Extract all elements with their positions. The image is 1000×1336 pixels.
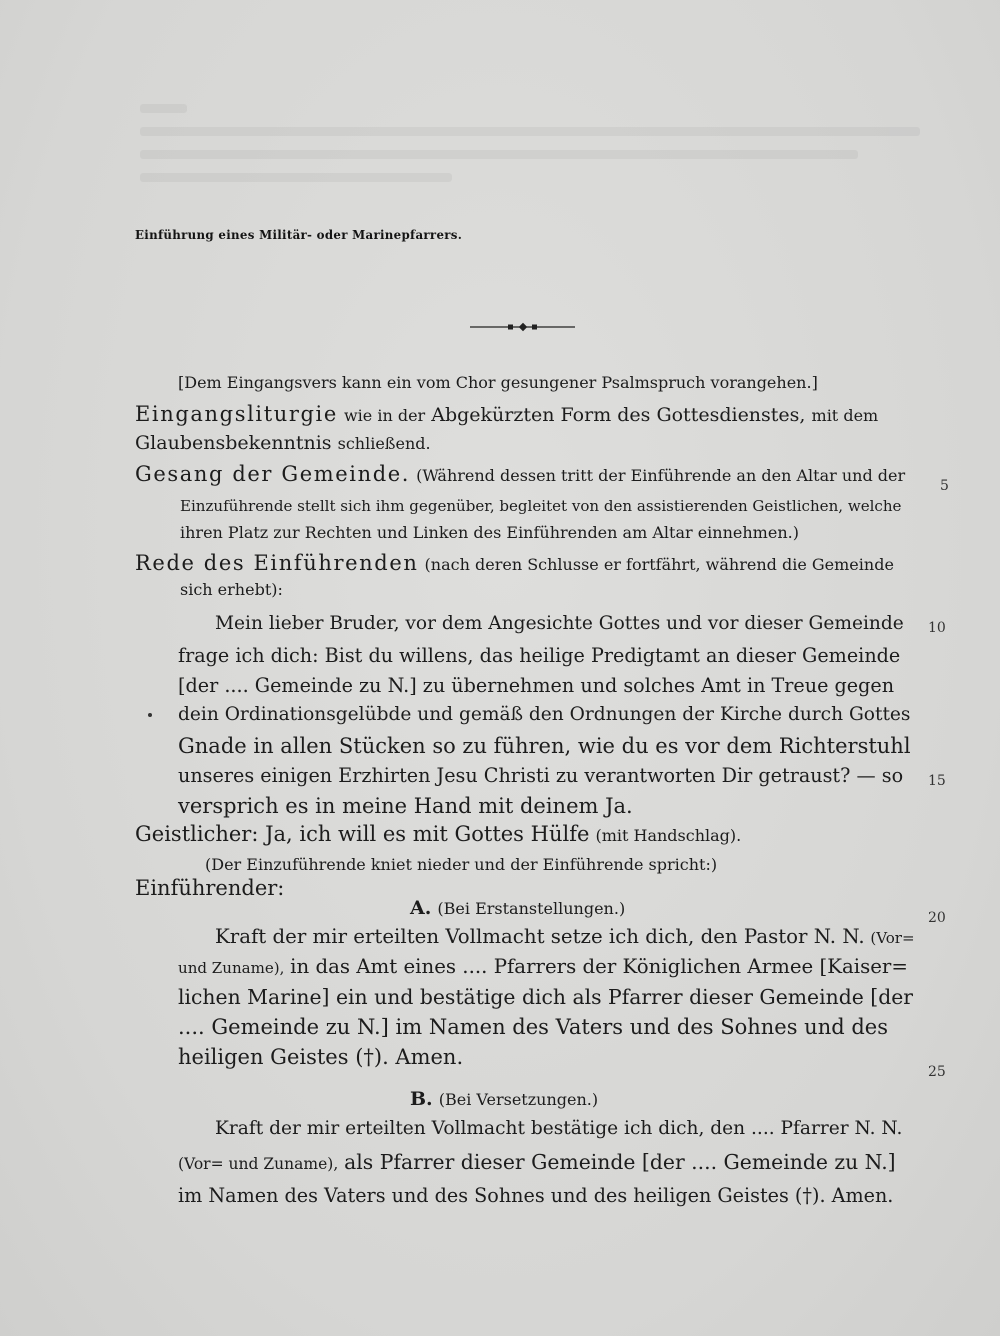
text-span: (Bei Erstanstellungen.) — [437, 899, 626, 918]
section-a-heading — [410, 897, 625, 919]
text-span: und Zuname), — [178, 959, 285, 977]
heading-rede: Rede des Einführenden — [135, 551, 419, 575]
text-span: als Pfarrer dieser Gemeinde [der .... Gemeinde zu N.] — [344, 1150, 896, 1174]
line-number: 15 — [928, 773, 946, 789]
line-number: 5 — [940, 478, 949, 494]
text-line: unseres einigen Erzhirten Jesu Christi zu verantworten Dir getraust? — so — [178, 764, 904, 787]
line-number: 25 — [928, 1064, 946, 1080]
text-line: [der .... Gemeinde zu N.] zu übernehmen und solches Amt in Treue gegen — [178, 674, 895, 697]
line-number: 10 — [928, 620, 946, 636]
text-line — [178, 1150, 896, 1174]
text-line — [135, 432, 431, 454]
heading-gesang: Gesang der Gemeinde. — [135, 462, 411, 486]
text-line: Gnade in allen Stücken so zu führen, wie du es vor dem Richterstuhl — [178, 734, 911, 758]
text-line — [215, 925, 915, 948]
text-span: Kraft der mir erteilten Vollmacht setze ich dich, den Pastor N. N. — [215, 925, 865, 948]
text-span: (Während dessen tritt der Einführende an den Altar und der — [416, 466, 906, 485]
text-line — [135, 402, 878, 426]
text-span: (Vor= — [870, 929, 915, 947]
text-span: A. — [410, 897, 432, 919]
ornament-divider — [470, 322, 575, 332]
text-line: lichen Marine] ein und bestätige dich als Pfarrer dieser Gemeinde [der — [178, 985, 914, 1009]
text-span: Glaubensbekenntnis — [135, 432, 332, 454]
text-span: Geistlicher: Ja, ich will es mit Gottes Hülfe — [135, 822, 590, 846]
text-span: Abgekürzten Form des Gottesdienstes, — [431, 404, 806, 426]
text-line — [135, 462, 905, 486]
text-line: Kraft der mir erteilten Vollmacht bestätige ich dich, den .... Pfarrer N. N. — [215, 1118, 903, 1139]
text-line: Einführender: — [135, 876, 285, 900]
text-span: schließend. — [337, 434, 431, 453]
bleed-through-text — [140, 90, 920, 200]
text-line: versprich es in meine Hand mit deinem Ja. — [178, 794, 633, 818]
text-span: in das Amt eines .... Pfarrers der Königlichen Armee [Kaiser= — [290, 955, 908, 978]
line-number: 20 — [928, 910, 946, 926]
text-line: sich erhebt): — [180, 580, 283, 599]
text-line: (Der Einzuführende kniet nieder und der Einführende spricht:) — [205, 855, 718, 874]
text-span: (Vor= und Zuname), — [178, 1155, 339, 1173]
text-line: frage ich dich: Bist du willens, das heilige Predigtamt an dieser Gemeinde — [178, 644, 901, 667]
text-line: Einzuführende stellt sich ihm gegenüber, begleitet von den assistierenden Geistlichen, welche — [180, 497, 902, 515]
ink-speck — [148, 713, 152, 717]
text-line: [Dem Eingangsvers kann ein vom Chor gesungener Psalmspruch vorangehen.] — [178, 373, 818, 392]
text-span: (nach deren Schlusse er fortfährt, während die Gemeinde — [424, 555, 894, 574]
page-title: Einführung eines Militär- oder Marinepfarrers. — [135, 228, 463, 242]
text-line — [135, 822, 741, 846]
text-line: heiligen Geistes (†). Amen. — [178, 1045, 464, 1069]
text-span: mit dem — [811, 406, 879, 425]
text-line: ihren Platz zur Rechten und Linken des Einführenden am Altar einnehmen.) — [180, 523, 799, 542]
text-line — [135, 551, 894, 575]
text-line: im Namen des Vaters und des Sohnes und des heiligen Geistes (†). Amen. — [178, 1184, 894, 1207]
text-span: (Bei Versetzungen.) — [438, 1090, 599, 1109]
heading-eingangsliturgie: Eingangsliturgie — [135, 402, 338, 426]
text-span: (mit Handschlag). — [595, 826, 742, 845]
text-line: .... Gemeinde zu N.] im Namen des Vaters und des Sohnes und des — [178, 1015, 888, 1039]
text-line: Mein lieber Bruder, vor dem Angesichte Gottes und vor dieser Gemeinde — [215, 613, 904, 634]
text-line: dein Ordinationsgelübde und gemäß den Ordnungen der Kirche durch Gottes — [178, 704, 911, 725]
section-b-heading — [410, 1088, 598, 1110]
text-line — [178, 955, 908, 978]
text-span: B. — [410, 1088, 433, 1110]
text-span: wie in der — [343, 406, 426, 425]
